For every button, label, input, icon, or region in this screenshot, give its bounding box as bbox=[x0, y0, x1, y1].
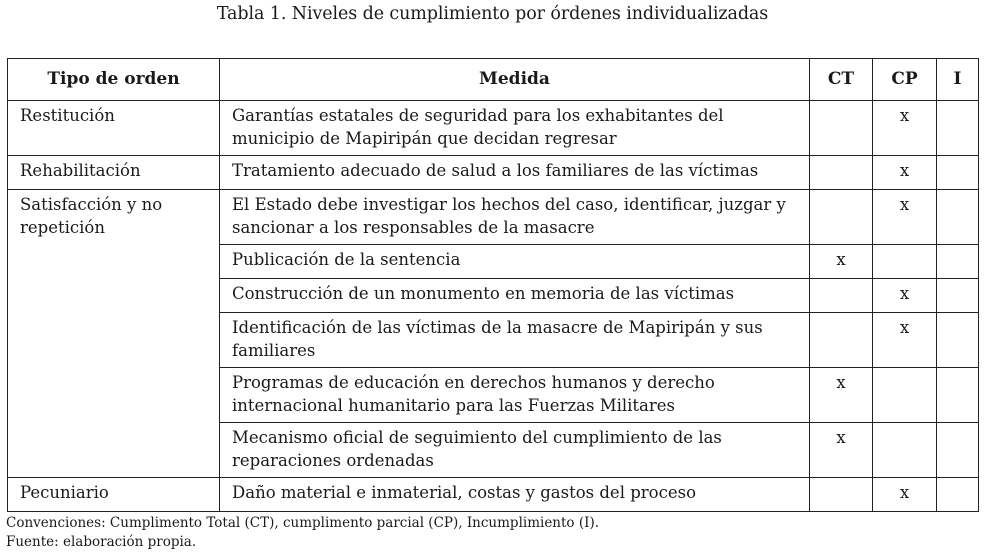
header-i: I bbox=[937, 59, 979, 101]
header-cp: CP bbox=[873, 59, 937, 101]
cell-medida: Construcción de un monumento en memoria de las víctimas bbox=[220, 279, 810, 313]
header-medida: Medida bbox=[220, 59, 810, 101]
cell-ct bbox=[810, 313, 873, 368]
cell-i bbox=[937, 245, 979, 279]
table-notes bbox=[6, 514, 599, 552]
cell-medida: Publicación de la sentencia bbox=[220, 245, 810, 279]
table-row bbox=[8, 478, 979, 512]
cell-i bbox=[937, 279, 979, 313]
cell-cp bbox=[873, 245, 937, 279]
cell-cp: x bbox=[873, 478, 937, 512]
cell-medida: Tratamiento adecuado de salud a los familiares de las víctimas bbox=[220, 156, 810, 190]
cell-cp: x bbox=[873, 279, 937, 313]
cell-medida: Garantías estatales de seguridad para los exhabitantes del municipio de Mapiripán que decidan regresar bbox=[220, 101, 810, 156]
cell-medida: Daño material e inmaterial, costas y gastos del proceso bbox=[220, 478, 810, 512]
header-tipo: Tipo de orden bbox=[8, 59, 220, 101]
cell-i bbox=[937, 423, 979, 478]
cell-ct bbox=[810, 190, 873, 245]
header-ct: CT bbox=[810, 59, 873, 101]
cell-tipo: Satisfacción y no repetición bbox=[8, 190, 220, 478]
cell-i bbox=[937, 368, 979, 423]
cell-i bbox=[937, 190, 979, 245]
cell-ct: x bbox=[810, 368, 873, 423]
cell-i bbox=[937, 313, 979, 368]
compliance-table bbox=[7, 58, 979, 512]
cell-cp: x bbox=[873, 101, 937, 156]
cell-ct bbox=[810, 156, 873, 190]
cell-ct: x bbox=[810, 245, 873, 279]
header-row bbox=[8, 59, 979, 101]
cell-medida: Programas de educación en derechos humanos y derecho internacional humanitario para las Fuerzas Militares bbox=[220, 368, 810, 423]
table-row bbox=[8, 101, 979, 156]
cell-cp: x bbox=[873, 156, 937, 190]
table-row bbox=[8, 190, 979, 245]
cell-ct bbox=[810, 279, 873, 313]
cell-i bbox=[937, 156, 979, 190]
cell-i bbox=[937, 478, 979, 512]
cell-cp: x bbox=[873, 313, 937, 368]
cell-medida: El Estado debe investigar los hechos del caso, identificar, juzgar y sancionar a los responsables de la masacre bbox=[220, 190, 810, 245]
cell-cp: x bbox=[873, 190, 937, 245]
cell-tipo: Pecuniario bbox=[8, 478, 220, 512]
cell-cp bbox=[873, 423, 937, 478]
cell-ct: x bbox=[810, 423, 873, 478]
cell-tipo: Rehabilitación bbox=[8, 156, 220, 190]
cell-ct bbox=[810, 478, 873, 512]
table-row bbox=[8, 156, 979, 190]
table-caption: Tabla 1. Niveles de cumplimiento por órdenes individualizadas bbox=[216, 4, 769, 24]
cell-i bbox=[937, 101, 979, 156]
cell-tipo: Restitución bbox=[8, 101, 220, 156]
source-note: Fuente: elaboración propia. bbox=[6, 534, 197, 550]
cell-cp bbox=[873, 368, 937, 423]
cell-medida: Identificación de las víctimas de la masacre de Mapiripán y sus familiares bbox=[220, 313, 810, 368]
cell-ct bbox=[810, 101, 873, 156]
cell-medida: Mecanismo oficial de seguimiento del cumplimiento de las reparaciones ordenadas bbox=[220, 423, 810, 478]
conventions-note: Convenciones: Cumplimento Total (CT), cumplimento parcial (CP), Incumplimiento (I). bbox=[6, 515, 600, 531]
